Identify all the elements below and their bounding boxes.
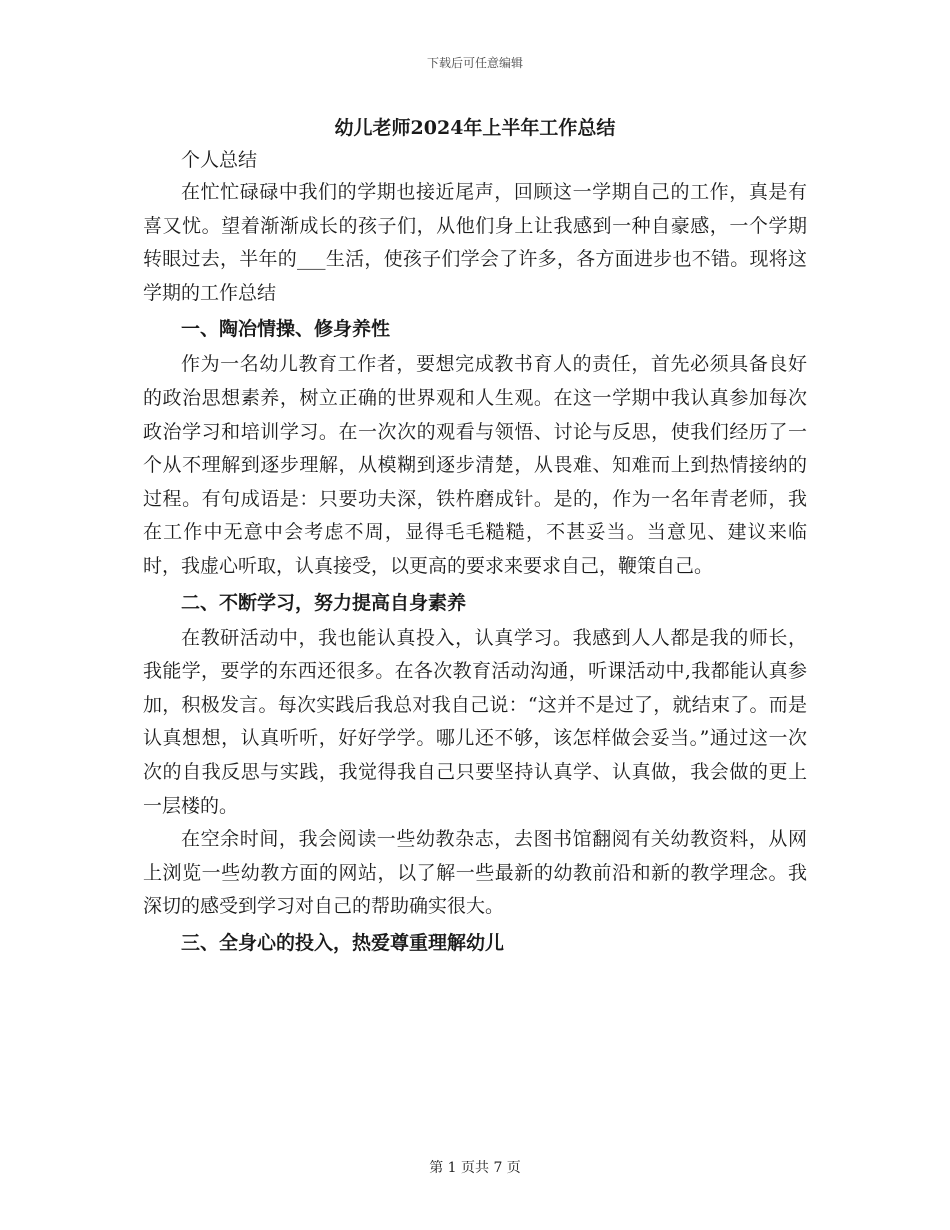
section-3-heading: 三、全身心的投入，热爱尊重理解幼儿: [181, 931, 505, 954]
page-number: 第 1 页共 7 页: [429, 1160, 521, 1176]
section-2-paragraph-2: 在空余时间，我会阅读一些幼教杂志，去图书馆翻阅有关幼教资料，从网上浏览一些幼教方面的网站，以了解一些最新的幼教前沿和新的教学理念。我深切的感受到学习对自己的帮助确实很大。: [143, 828, 807, 918]
section-2-paragraph-1: 在教研活动中，我也能认真投入，认真学习。我感到人人都是我的师长，我能学，要学的东西还很多。在各次教育活动沟通，听课活动中,我都能认真参加，积极发言。每次实践后我总对我自己说：“这并不是过了，就结束了。而是认真想想，认真听听，好好学学。哪儿还不够，该怎样做会妥当。”通过这一次次的自我反思与实践，我觉得我自己只要坚持认真学、认真做，我会做的更上一层楼的。: [143, 626, 807, 817]
section-2-heading: 二、不断学习，努力提高自身素养: [181, 591, 467, 614]
summary-label: 个人总结: [181, 149, 258, 171]
header-note: 下载后可任意编辑: [426, 56, 523, 70]
document-body: [143, 112, 807, 962]
document-title: 幼儿老师2024年上半年工作总结: [334, 117, 616, 139]
section-1-paragraph: 作为一名幼儿教育工作者，要想完成教书育人的责任，首先必须具备良好的政治思想素养，树立正确的世界观和人生观。在这一学期中我认真参加每次政治学习和培训学习。在一次次的观看与领悟、讨论与反思，使我们经历了一个从不理解到逐步理解，从模糊到逐步清楚，从畏难、知难而上到热情接纳的过程。有句成语是：只要功夫深，铁杵磨成针。是的，作为一名年青老师，我在工作中无意中会考虑不周，显得毛毛糙糙，不甚妥当。当意见、建议来临时，我虚心听取，认真接受，以更高的要求来要求自己，鞭策自己。: [143, 353, 807, 577]
section-1-heading: 一、陶冶情操、修身养性: [181, 318, 391, 341]
intro-paragraph: 在忙忙碌碌中我们的学期也接近尾声，回顾这一学期自己的工作，真是有喜又忧。望着渐渐成长的孩子们，从他们身上让我感到一种自豪感，一个学期转眼过去，半年的___生活，使孩子们学会了许多，各方面进步也不错。现将这学期的工作总结: [143, 181, 807, 304]
